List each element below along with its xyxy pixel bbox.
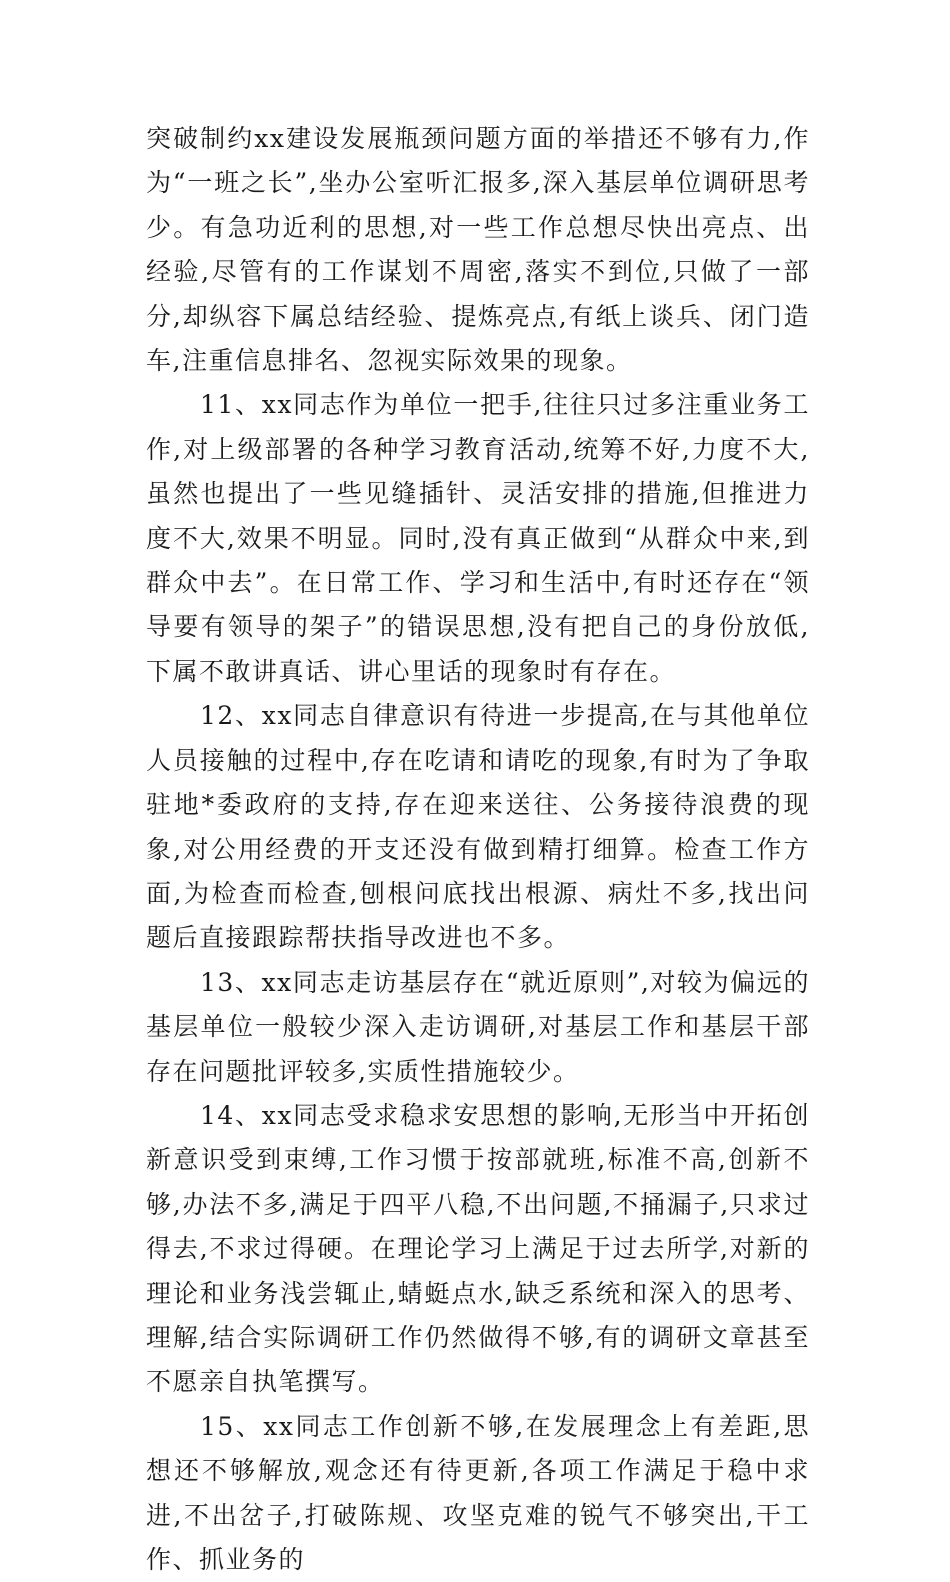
paragraph-continuation: 突破制约xx建设发展瓶颈问题方面的举措还不够有力,作为“一班之长”,坐办公室听汇报多,深入基层单位调研思考少。有急功近利的思想,对一些工作总想尽快出亮点、出经验,尽管有的工作谋划不周密,落实不到位,只做了一部分,却纵容下属总结经验、提炼亮点,有纸上谈兵、闭门造车,注重信息排名、忽视实际效果的现象。 [146, 124, 810, 376]
paragraph-item-11: 11、xx同志作为单位一把手,往往只过多注重业务工作,对上级部署的各种学习教育活动,统筹不好,力度不大,虽然也提出了一些见缝插针、灵活安排的措施,但推进力度不大,效果不明显。同时,没有真正做到“从群众中来,到群众中去”。在日常工作、学习和生活中,有时还存在“领导要有领导的架子”的错误思想,没有把自己的身份放低,下属不敢讲真话、讲心里话的现象时有存在。 [146, 390, 810, 686]
paragraph-item-14: 14、xx同志受求稳求安思想的影响,无形当中开拓创新意识受到束缚,工作习惯于按部就班,标准不高,创新不够,办法不多,满足于四平八稳,不出问题,不捅漏子,只求过得去,不求过得硬。在理论学习上满足于过去所学,对新的理论和业务浅尝辄止,蜻蜓点水,缺乏系统和深入的思考、理解,结合实际调研工作仍然做得不够,有的调研文章甚至不愿亲自执笔撰写。 [146, 1100, 810, 1397]
paragraph-item-15: 15、xx同志工作创新不够,在发展理念上有差距,思想还不够解放,观念还有待更新,各项工作满足于稳中求进,不出岔子,打破陈规、攻坚克难的锐气不够突出,干工作、抓业务的 [146, 1411, 810, 1574]
paragraph-item-12: 12、xx同志自律意识有待进一步提高,在与其他单位人员接触的过程中,存在吃请和请吃的现象,有时为了争取驻地*委政府的支持,存在迎来送往、公务接待浪费的现象,对公用经费的开支还没有做到精打细算。检查工作方面,为检查而检查,刨根问底找出根源、病灶不多,找出问题后直接跟踪帮扶指导改进也不多。 [146, 701, 810, 953]
document-body [146, 117, 810, 1582]
paragraph-item-13: 13、xx同志走访基层存在“就近原则”,对较为偏远的基层单位一般较少深入走访调研,对基层工作和基层干部存在问题批评较多,实质性措施较少。 [146, 967, 810, 1086]
